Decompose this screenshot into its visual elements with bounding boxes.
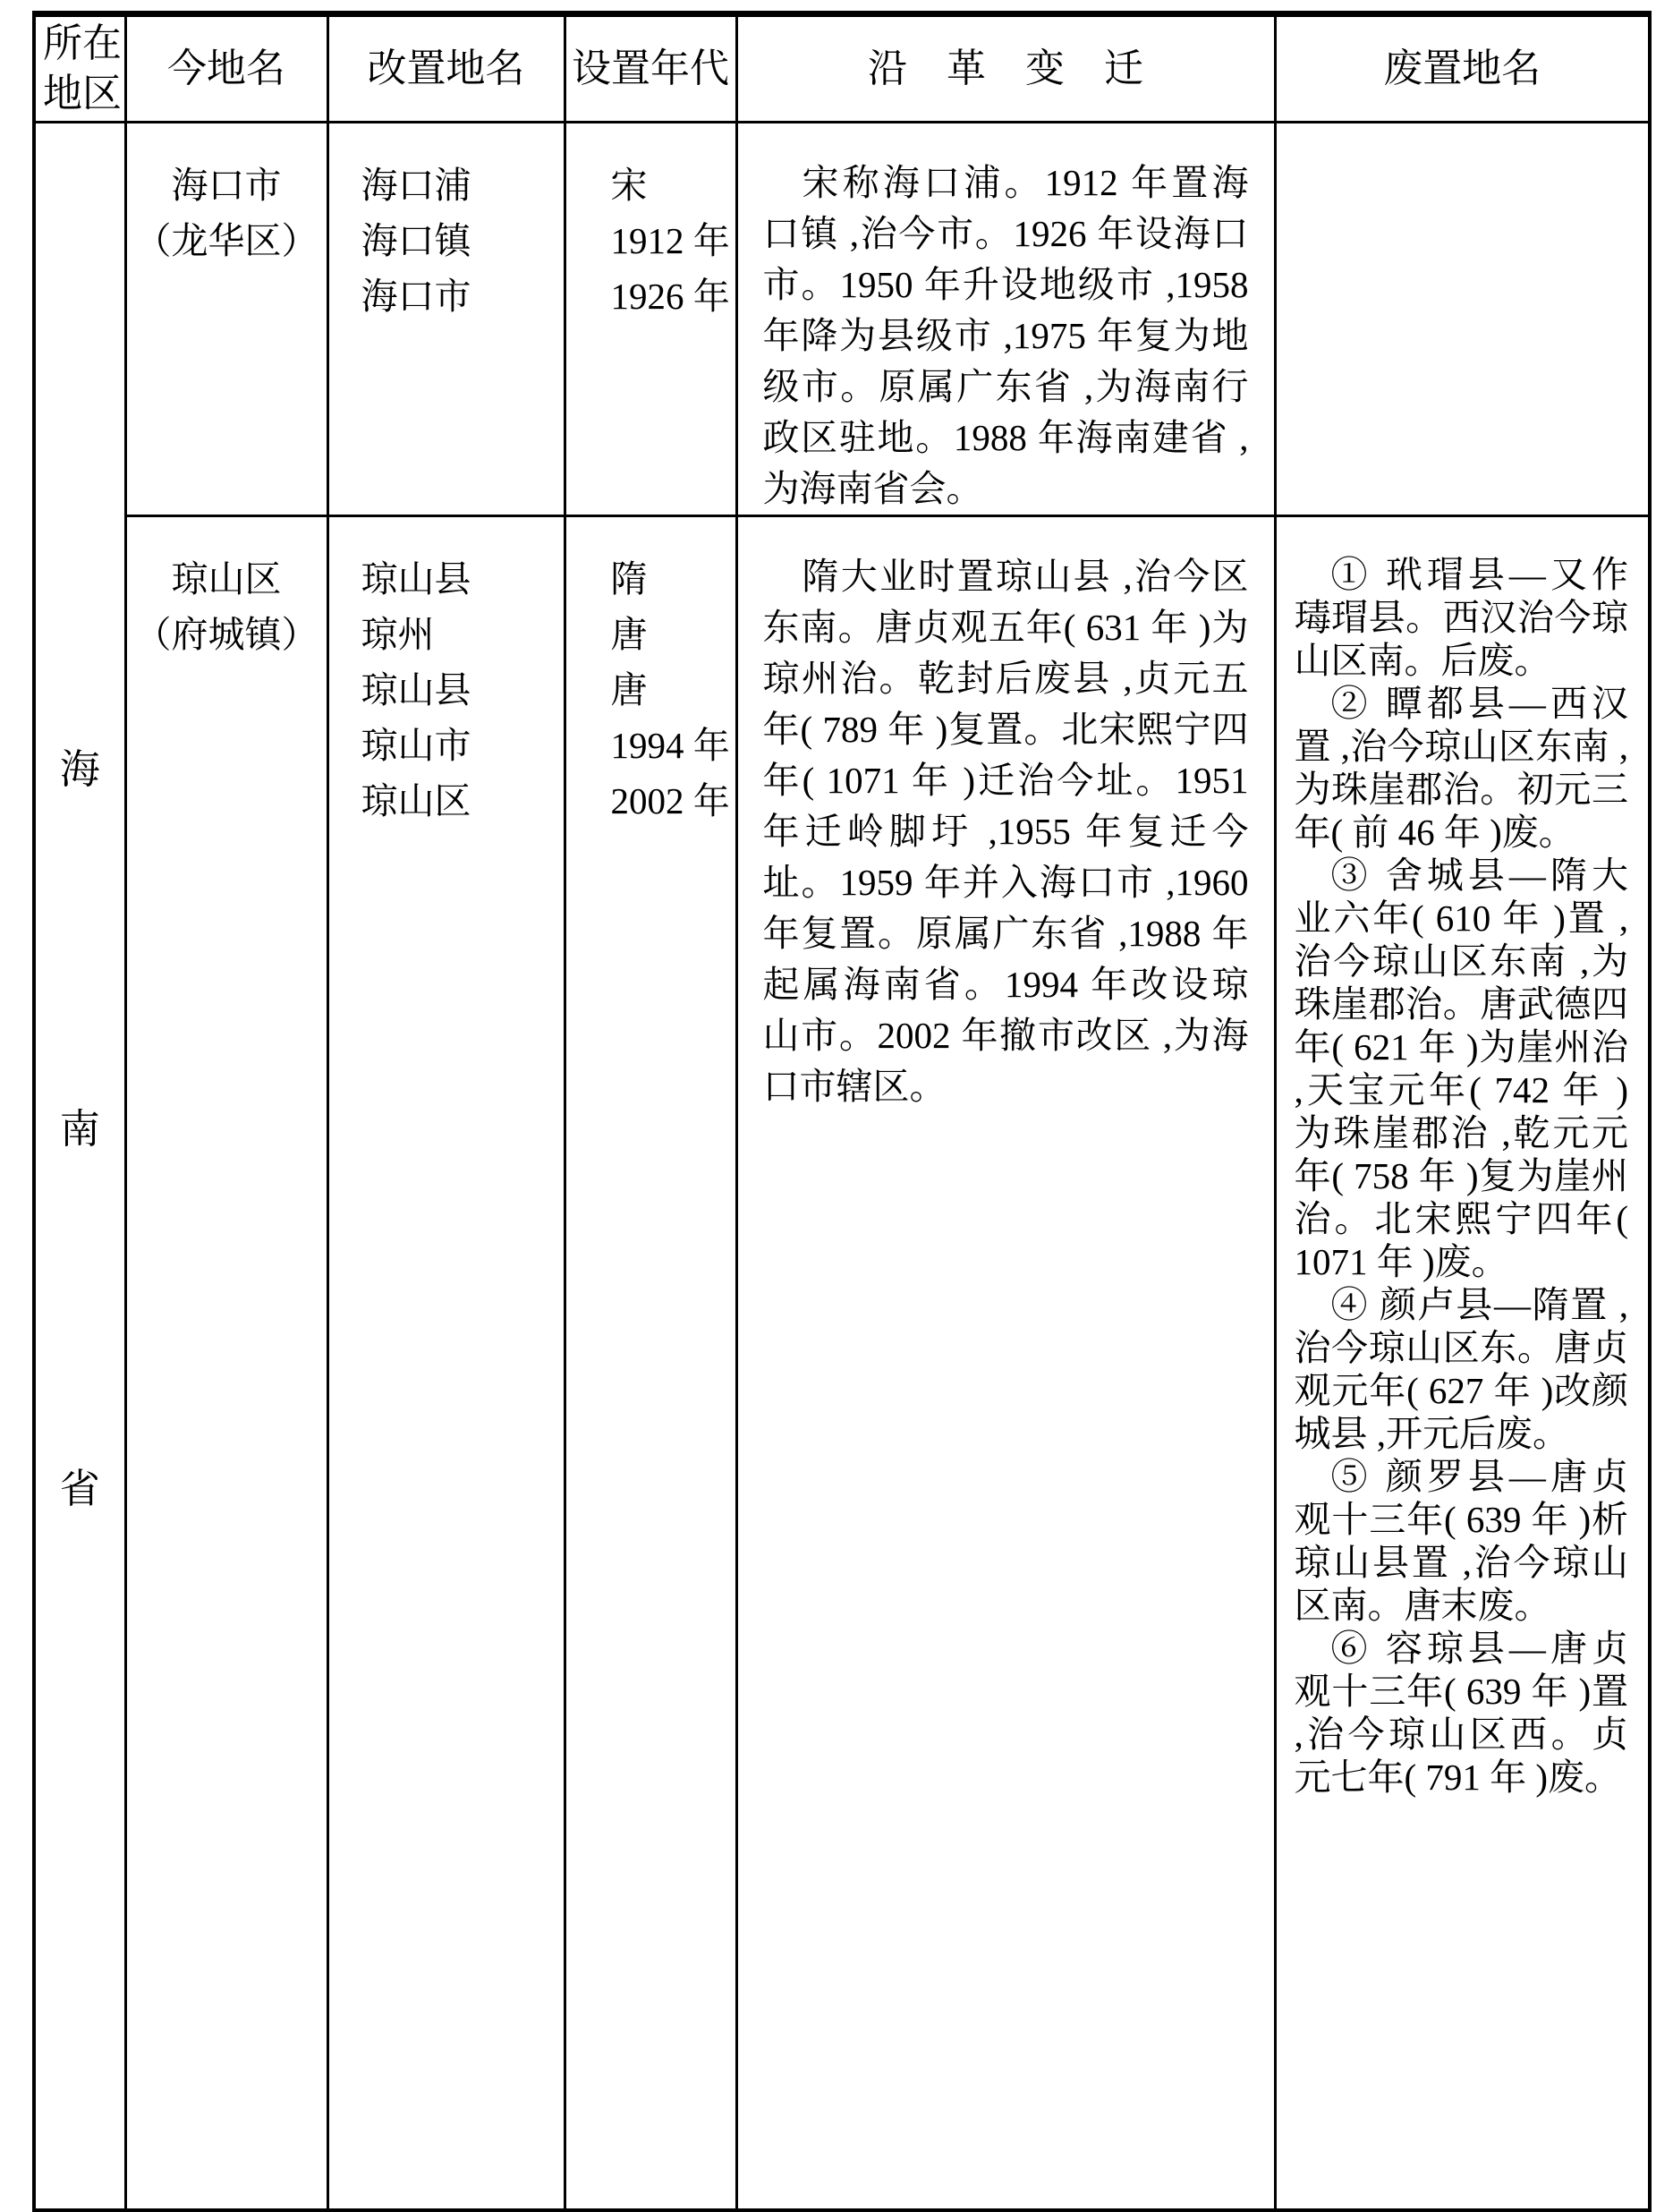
region-char: 海: [59, 747, 100, 793]
region-char: 省: [59, 1467, 100, 1512]
current-name: 琼山区: [171, 558, 282, 600]
era-entry: 1912 年: [610, 220, 730, 261]
row-qiongshan: [34, 516, 1650, 2210]
header-evolution: 沿 革 变 迁: [736, 14, 1275, 123]
abolished-entry: ① 玳瑁县—又作瑇瑁县。西汉治今琼山区南。后废。: [1294, 554, 1628, 681]
region-vertical-label: [36, 747, 124, 1512]
changed-names-cell: [327, 123, 565, 516]
row-haikou: [34, 123, 1650, 516]
era-entry: 1926 年: [610, 276, 730, 317]
abolished-names-cell-empty: [1275, 123, 1650, 516]
evolution-cell: [736, 123, 1275, 516]
changed-name: 海口市: [361, 276, 471, 317]
placename-history-table: [32, 11, 1652, 2212]
header-changed-name: 改置地名: [327, 14, 565, 123]
current-name-note: （龙华区）: [134, 220, 318, 261]
header-abolished-name: 废置地名: [1275, 14, 1650, 123]
changed-name: 海口镇: [361, 220, 471, 261]
header-current-name: 今地名: [125, 14, 327, 123]
era-entry: 宋: [610, 165, 648, 206]
era-entry: 唐: [610, 669, 648, 710]
abolished-names-cell: [1275, 516, 1650, 2210]
current-name-cell: [125, 516, 327, 2210]
abolished-entry: ② 瞫都县—西汉置 ,治今琼山区东南 ,为珠崖郡治。初元三年( 前 46 年 )废。: [1294, 683, 1628, 853]
changed-name: 琼山县: [361, 558, 471, 600]
evolution-paragraph: 宋称海口浦。1912 年置海口镇 ,治今市。1926 年设海口市。1950 年升设地级市 ,1958 年降为县级市 ,1975 年复为地级市。原属广东省 ,为海南行政区驻地。1988 年海南建省 ,为海南省会。: [762, 162, 1249, 509]
region-char: 南: [59, 1107, 100, 1153]
abolished-entry: ⑥ 容琼县—唐贞观十三年( 639 年 )置 ,治今琼山区西。贞元七年( 791 年 )废。: [1294, 1628, 1628, 1798]
era-entry: 唐: [610, 614, 648, 655]
changed-name: 琼山区: [361, 780, 471, 821]
era-entry: 隋: [610, 558, 648, 600]
era-cell: [565, 516, 736, 2210]
abolished-entry: ③ 舍城县—隋大业六年( 610 年 )置 ,治今琼山区东南 ,为珠崖郡治。唐武德四年( 621 年 )为崖州治 ,天宝元年( 742 年 )为珠崖郡治 ,乾元元年( 758 年 )复为崖州治。北宋熙宁四年( 1071 年 )废。: [1294, 855, 1628, 1282]
header-row: [34, 14, 1650, 123]
abolished-entry: ⑤ 颜罗县—唐贞观十三年( 639 年 )析琼山县置 ,治今琼山区南。唐末废。: [1294, 1456, 1628, 1626]
changed-name: 琼州: [361, 614, 435, 655]
changed-name: 琼山县: [361, 669, 471, 710]
abolished-entry: ④ 颜卢县—隋置 ,治今琼山区东。唐贞观元年( 627 年 )改颜城县 ,开元后废。: [1294, 1284, 1628, 1454]
header-region: 所在地区: [34, 14, 125, 123]
header-era: 设置年代: [565, 14, 736, 123]
era-cell: [565, 123, 736, 516]
era-entry: 2002 年: [610, 780, 730, 821]
current-name-note: （府城镇）: [134, 614, 318, 655]
changed-names-cell: [327, 516, 565, 2210]
current-name: 海口市: [171, 165, 282, 206]
region-cell-hainan: [34, 123, 125, 2210]
changed-name: 海口浦: [361, 165, 471, 206]
changed-name: 琼山市: [361, 725, 471, 766]
current-name-cell: [125, 123, 327, 516]
era-entry: 1994 年: [610, 725, 730, 766]
evolution-cell: [736, 516, 1275, 2210]
evolution-paragraph: 隋大业时置琼山县 ,治今区东南。唐贞观五年( 631 年 )为琼州治。乾封后废县 ,贞元五年( 789 年 )复置。北宋熙宁四年( 1071 年 )迁治今址。1951 年迁岭脚圩 ,1955 年复迁今址。1959 年并入海口市 ,1960 年复置。原属广东省 ,1988 年起属海南省。1994 年改设琼山市。2002 年撤市改区 ,为海口市辖区。: [762, 556, 1249, 1107]
